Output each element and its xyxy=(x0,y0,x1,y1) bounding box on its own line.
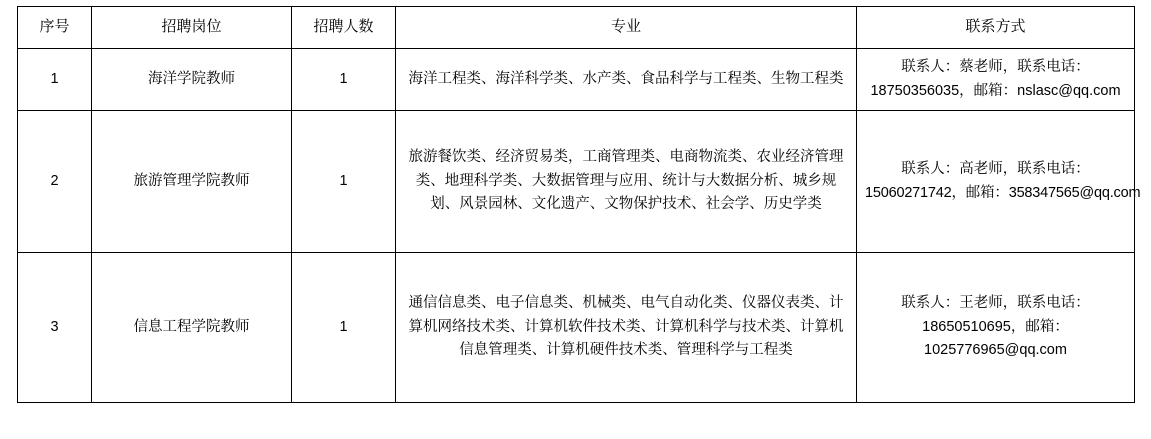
contact-line: 联系人：高老师，联系电话： xyxy=(901,161,1090,178)
contact-line: 联系人：蔡老师，联系电话： xyxy=(901,59,1090,76)
table-header xyxy=(18,7,1135,49)
document-page xyxy=(0,6,1151,439)
contact-line: 联系人：王老师，联系电话： xyxy=(901,295,1090,312)
cell-no: 2 xyxy=(18,111,92,253)
cell-major: 海洋工程类、海洋科学类、水产类、食品科学与工程类、生物工程类 xyxy=(396,49,857,111)
recruitment-table xyxy=(17,6,1141,403)
cell-count: 1 xyxy=(292,49,396,111)
column-header-no: 序号 xyxy=(18,7,92,49)
cell-post: 海洋学院教师 xyxy=(92,49,292,111)
table-row xyxy=(18,111,1135,253)
column-header-contact: 联系方式 xyxy=(857,7,1135,49)
cell-contact xyxy=(857,111,1141,253)
table-row xyxy=(18,253,1135,403)
column-header-major: 专业 xyxy=(396,7,857,49)
table-row xyxy=(18,49,1135,111)
cell-no: 3 xyxy=(18,253,92,403)
column-header-count: 招聘人数 xyxy=(292,7,396,49)
column-header-post: 招聘岗位 xyxy=(92,7,292,49)
table-body xyxy=(18,49,1141,403)
cell-contact xyxy=(857,253,1135,403)
contact-line: 15060271742，邮箱：358347565@qq.com xyxy=(865,184,1141,201)
cell-count: 1 xyxy=(292,111,396,253)
cell-major: 通信信息类、电子信息类、机械类、电气自动化类、仪器仪表类、计算机网络技术类、计算机软件技术类、计算机科学与技术类、计算机信息管理类、计算机硬件技术类、管理科学与工程类 xyxy=(396,253,857,403)
cell-contact xyxy=(857,49,1135,111)
contact-line: 1025776965@qq.com xyxy=(924,342,1067,359)
cell-major: 旅游餐饮类、经济贸易类，工商管理类、电商物流类、农业经济管理类、地理科学类、大数据管理与应用、统计与大数据分析、城乡规划、风景园林、文化遗产、文物保护技术、社会学、历史学类 xyxy=(396,111,857,253)
table-header-row xyxy=(18,7,1135,49)
cell-count: 1 xyxy=(292,253,396,403)
contact-line: 18650510695，邮箱： xyxy=(922,318,1069,335)
cell-no: 1 xyxy=(18,49,92,111)
cell-post: 信息工程学院教师 xyxy=(92,253,292,403)
contact-line: 18750356035，邮箱：nslasc@qq.com xyxy=(870,82,1121,99)
cell-post: 旅游管理学院教师 xyxy=(92,111,292,253)
